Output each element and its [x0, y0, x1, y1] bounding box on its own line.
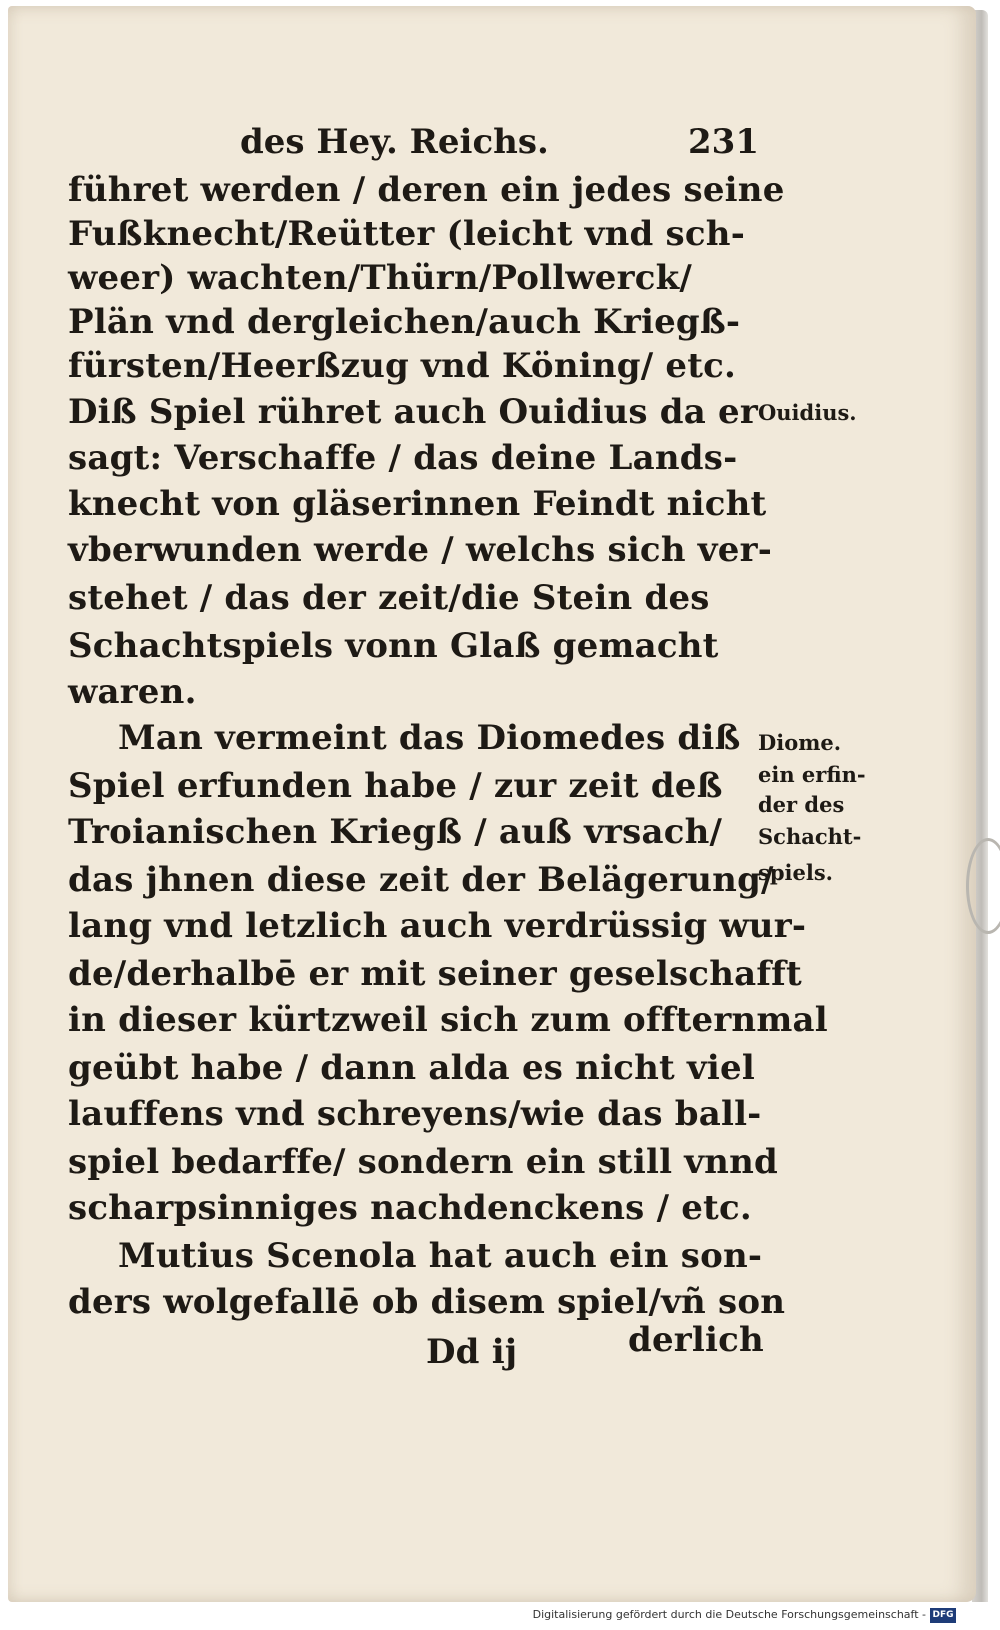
- body-line: das jhnen diese zeit der Belägerung/: [68, 860, 774, 900]
- body-line: lang vnd letzlich auch verdrüssig wur-: [68, 906, 807, 946]
- margin-note-diomedes-line: Diome.: [758, 730, 842, 755]
- body-line: Spiel erfunden habe / zur zeit deß: [68, 766, 723, 806]
- body-line: waren.: [68, 672, 197, 712]
- body-line: Schachtspiels vonn Glaß gemacht: [68, 626, 719, 666]
- body-line: ders wolgefallē ob disem spiel/vñ son: [68, 1282, 786, 1322]
- body-line: Plän vnd dergleichen/auch Kriegß-: [68, 302, 741, 342]
- body-line: Troianischen Kriegß / auß vrsach/: [68, 812, 723, 852]
- body-line: lauffens vnd schreyens/wie das ball-: [68, 1094, 762, 1134]
- signature-mark: Dd ij: [426, 1332, 518, 1372]
- margin-note-diomedes-line: der des: [758, 792, 845, 817]
- body-line: vberwunden werde / welchs sich ver-: [68, 530, 772, 570]
- body-line: Diß Spiel rühret auch Ouidius da er: [68, 392, 758, 432]
- body-line: sagt: Verschaffe / das deine Lands-: [68, 438, 738, 478]
- body-line: spiel bedarffe/ sondern ein still vnnd: [68, 1142, 778, 1182]
- body-line: de/derhalbē er mit seiner geselschafft: [68, 954, 802, 994]
- margin-note-diomedes-line: ein erfin-: [758, 762, 866, 787]
- catchword: derlich: [628, 1320, 764, 1360]
- footer-credit: Digitalisierung gefördert durch die Deutsche Forschungsgemeinschaft -: [532, 1608, 926, 1621]
- footer-bar: [0, 1602, 1000, 1630]
- body-line: Man vermeint das Diomedes diß: [118, 718, 741, 758]
- body-line: scharpsinniges nachdenckens / etc.: [68, 1188, 752, 1228]
- body-line: fürsten/Heerßzug vnd Köning/ etc.: [68, 346, 737, 386]
- margin-note-diomedes-line: spiels.: [758, 860, 833, 885]
- page-number: 231: [688, 122, 759, 162]
- body-line: Fußknecht/Reütter (leicht vnd sch-: [68, 214, 746, 254]
- body-line: weer) wachten/Thürn/Pollwerck/: [68, 258, 693, 298]
- dfg-logo: DFG: [930, 1608, 956, 1623]
- running-title: des Hey. Reichs.: [240, 122, 549, 162]
- body-line: Mutius Scenola hat auch ein son-: [118, 1236, 763, 1276]
- body-line: stehet / das der zeit/die Stein des: [68, 578, 710, 618]
- margin-note-ouidius: Ouidius.: [758, 400, 857, 425]
- running-header: [240, 122, 759, 162]
- body-line: geübt habe / dann alda es nicht viel: [68, 1048, 755, 1088]
- body-line: führet werden / deren ein jedes seine: [68, 170, 785, 210]
- body-line: knecht von gläserinnen Feindt nicht: [68, 484, 767, 524]
- body-line: in dieser kürtzweil sich zum offternmal: [68, 1000, 828, 1040]
- margin-note-diomedes-line: Schacht-: [758, 824, 862, 849]
